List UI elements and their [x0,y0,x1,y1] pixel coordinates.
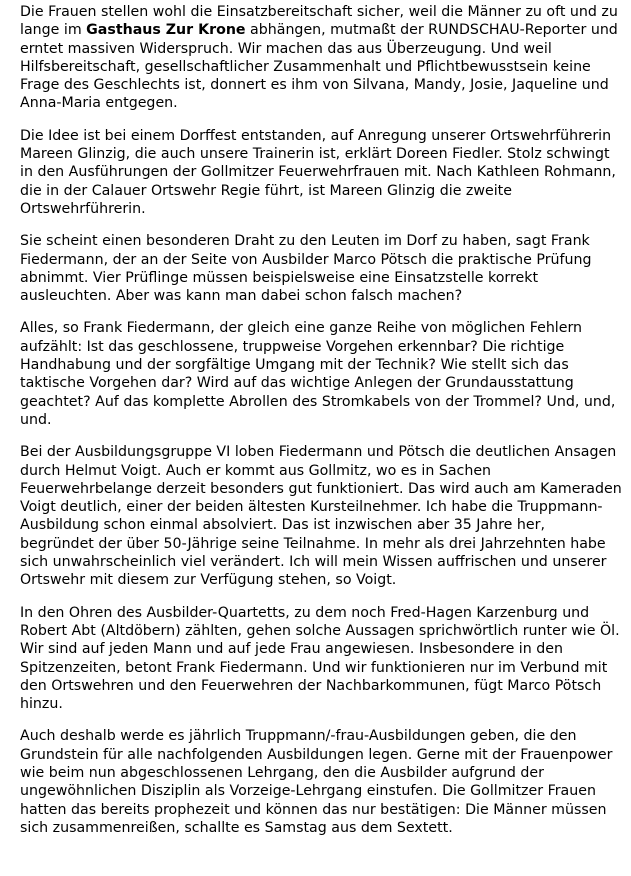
paragraph-2: Die Idee ist bei einem Dorffest entstanden, auf Anregung unserer Ortswehrführerin Mareen Glinzig, die auch unsere Trainerin ist, erklärt Doreen Fiedler. Stolz schwingt in den Ausführungen der Gollmitzer Feuerwehrfrauen mit. Nach Kathleen Rohmann, die in der Calauer Ortswehr Regie führt, ist Mareen Glinzig die zweite Ortswehrführerin. [20,127,616,217]
paragraph-7: Auch deshalb werde es jährlich Truppmann/-frau-Ausbildungen geben, die den Grundstein für alle nachfolgenden Ausbildungen legen. Gerne mit der Frauenpower wie beim nun abgeschlossenen Lehrgang, den die Ausbilder aufgrund der ungewöhnlichen Disziplin als Vorzeige-Lehrgang einstufen. Die Gollmitzer Frauen hatten das bereits prophezeit und können das nur bestätigen: Die Männer müssen sich zusammenreißen, schallte es Samstag aus dem Sextett. [20,728,613,836]
paragraph-4: Alles, so Frank Fiedermann, der gleich eine ganze Reihe von möglichen Fehlern aufzählt: Ist das geschlossene, truppweise Vorgehen erkennbar? Die richtige Handhabung und der sorgfältige Umgang mit der Technik? Wie stellt sich das taktische Vorgehen dar? Wird auf das wichtige Anlegen der Grundausstattung geachtet? Auf das komplette Abrollen des Stromkabels von der Trommel? Und, und, und. [20,320,616,428]
paragraph-3: Sie scheint einen besonderen Draht zu den Leuten im Dorf zu haben, sagt Frank Fiedermann, der an der Seite von Ausbilder Marco Pötsch die praktische Prüfung abnimmt. Vier Prüflinge müssen beispielsweise eine Einsatzstelle korrekt ausleuchten. Aber was kann man dabei schon falsch machen? [20,233,592,305]
paragraph-1 [20,3,623,113]
paragraph-1-text-start: Die Frauen stellen wohl die Einsatzbereitschaft sicher, weil die Männer zu oft und zu lange im [20,4,618,39]
paragraph-1-bold-name: Gasthaus Zur Krone [86,22,246,39]
paragraph-6: In den Ohren des Ausbilder-Quartetts, zu dem noch Fred-Hagen Karzenburg und Robert Abt (Altdöbern) zählten, gehen solche Aussagen sprichwörtlich runter wie Öl. Wir sind auf jeden Mann und auf jede Frau angewiesen. Insbesondere in den Spitzenzeiten, betont Frank Fiedermann. Und wir funktionieren nur im Verbund mit den Ortswehren und den Feuerwehren der Nachbarkommunen, fügt Marco Pötsch hinzu. [20,604,620,713]
paragraph-5: Bei der Ausbildungsgruppe VI loben Fiedermann und Pötsch die deutlichen Ansagen durch Helmut Voigt. Auch er kommt aus Gollmitz, wo es in Sachen Feuerwehrbelange derzeit besonders gut funktioniert. Das wird auch am Kameraden Voigt deutlich, einer der beiden ältesten Kursteilnehmer. Ich habe die Truppmann-Ausbildung schon einmal absolviert. Das ist inzwischen aber 35 Jahre her, begründet der über 50-Jährige seine Teilnahme. In mehr als drei Jahrzehnten habe sich unwahrscheinlich viel verändert. Ich will mein Wissen auffrischen und unserer Ortswehr mit diesem zur Verfügung stehen, so Voigt. [20,444,622,589]
paragraph-1-text-end: abhängen, mutmaßt der RUNDSCHAU-Reporter und erntet massiven Widerspruch. Wir machen das aus Überzeugung. Und weil Hilfsbereitschaft, gesellschaftlicher Zusammenhalt und Pflichtbewusstsein keine Frage des Geschlechts ist, donnert es ihm von Silvana, Mandy, Josie, Jaqueline und Anna-Maria entgegen. [20,22,618,112]
